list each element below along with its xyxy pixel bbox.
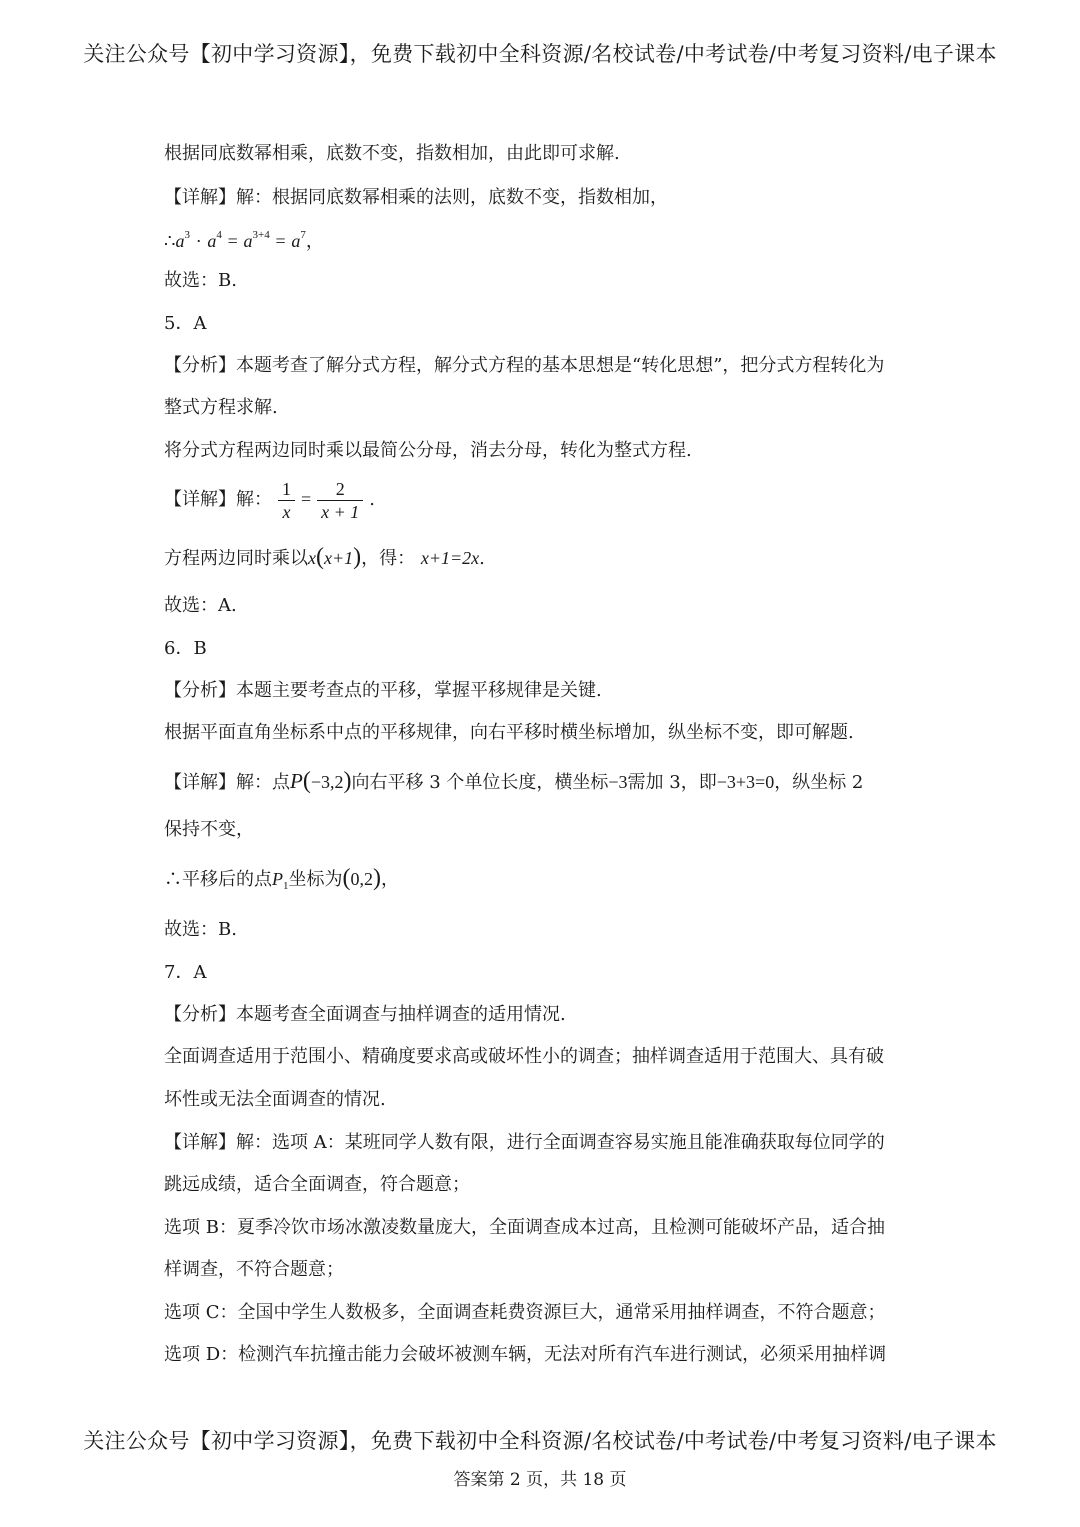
q6-analysis: 【分析】本题主要考查点的平移，掌握平移规律是关键.	[164, 680, 602, 701]
q6-answer: 故选：B.	[164, 919, 237, 940]
q5-analysis-cont: 整式方程求解.	[164, 397, 278, 418]
q7-detail-c: 选项 C：全国中学生人数极多，全面调查耗费资源巨大，通常采用抽样调查，不符合题意；	[164, 1302, 886, 1323]
bottom-promo-banner: 关注公众号【初中学习资源】，免费下载初中全科资源/名校试卷/中考试卷/中考复习资料/电子课本	[83, 1429, 997, 1453]
q6-number: 6．B	[164, 638, 207, 659]
q6-detail: 【详解】解：点P(−3,2)向右平移 3 个单位长度，横坐标−3需加 3，即−3+3=0，纵坐标 2	[164, 768, 864, 794]
q7-method-cont: 坏性或无法全面调查的情况.	[164, 1089, 386, 1110]
q7-detail-b: 选项 B：夏季冷饮市场冰激凌数量庞大，全面调查成本过高，且检测可能破坏产品，适合抽	[164, 1217, 885, 1238]
q6-detail-cont: 保持不变，	[164, 819, 254, 840]
therefore-symbol: ∴	[164, 231, 176, 252]
q5-analysis: 【分析】本题考查了解分式方程，解分式方程的基本思想是“转化思想”，把分式方程转化为	[164, 355, 885, 376]
q5-answer: 故选：A.	[164, 595, 237, 616]
q7-method: 全面调查适用于范围小、精确度要求高或破坏性小的调查；抽样调查适用于范围大、具有破	[164, 1046, 884, 1067]
fraction-lhs: $\frac{1}{x}$	[278, 478, 295, 523]
q7-detail-b-cont: 样调查，不符合题意；	[164, 1259, 344, 1280]
q5-number: 5．A	[164, 313, 207, 334]
page-number: 答案第 2 页，共 18 页	[453, 1470, 627, 1490]
q4-formula: $\therefore a^3 \cdot a^4 = a^{3+4} = a^7$，	[164, 229, 324, 252]
q4-analysis-text: 根据同底数幂相乘，底数不变，指数相加，由此即可求解.	[164, 143, 620, 164]
fraction-rhs: $\frac{2}{x + 1}$	[317, 478, 363, 523]
q7-number: 7．A	[164, 962, 207, 983]
q5-step: 方程两边同时乘以x(x+1)，得： x+1=2x.	[164, 544, 485, 570]
q4-answer: 故选：B.	[164, 270, 237, 291]
top-promo-banner: 关注公众号【初中学习资源】，免费下载初中全科资源/名校试卷/中考试卷/中考复习资料/电子课本	[83, 42, 997, 66]
q6-method: 根据平面直角坐标系中点的平移规律，向右平移时横坐标增加，纵坐标不变，即可解题.	[164, 722, 854, 743]
q5-method: 将分式方程两边同时乘以最简公分母，消去分母，转化为整式方程.	[164, 440, 692, 461]
q7-detail-a: 【详解】解：选项 A：某班同学人数有限，进行全面调查容易实施且能准确获取每位同学的	[164, 1132, 885, 1153]
q7-analysis: 【分析】本题考查全面调查与抽样调查的适用情况.	[164, 1004, 566, 1025]
q4-detail: 【详解】解：根据同底数幂相乘的法则，底数不变，指数相加，	[164, 187, 668, 208]
q7-detail-a-cont: 跳远成绩，适合全面调查，符合题意；	[164, 1174, 470, 1195]
q5-equation: 【详解】解： $\frac{1}{x}$ = $\frac{2}{x + 1}$ .	[164, 478, 376, 522]
q6-result: ∴平移后的点$P_1$坐标为(0,2)，	[164, 865, 399, 892]
q7-detail-d: 选项 D：检测汽车抗撞击能力会破坏被测车辆，无法对所有汽车进行测试，必须采用抽样调	[164, 1344, 887, 1365]
